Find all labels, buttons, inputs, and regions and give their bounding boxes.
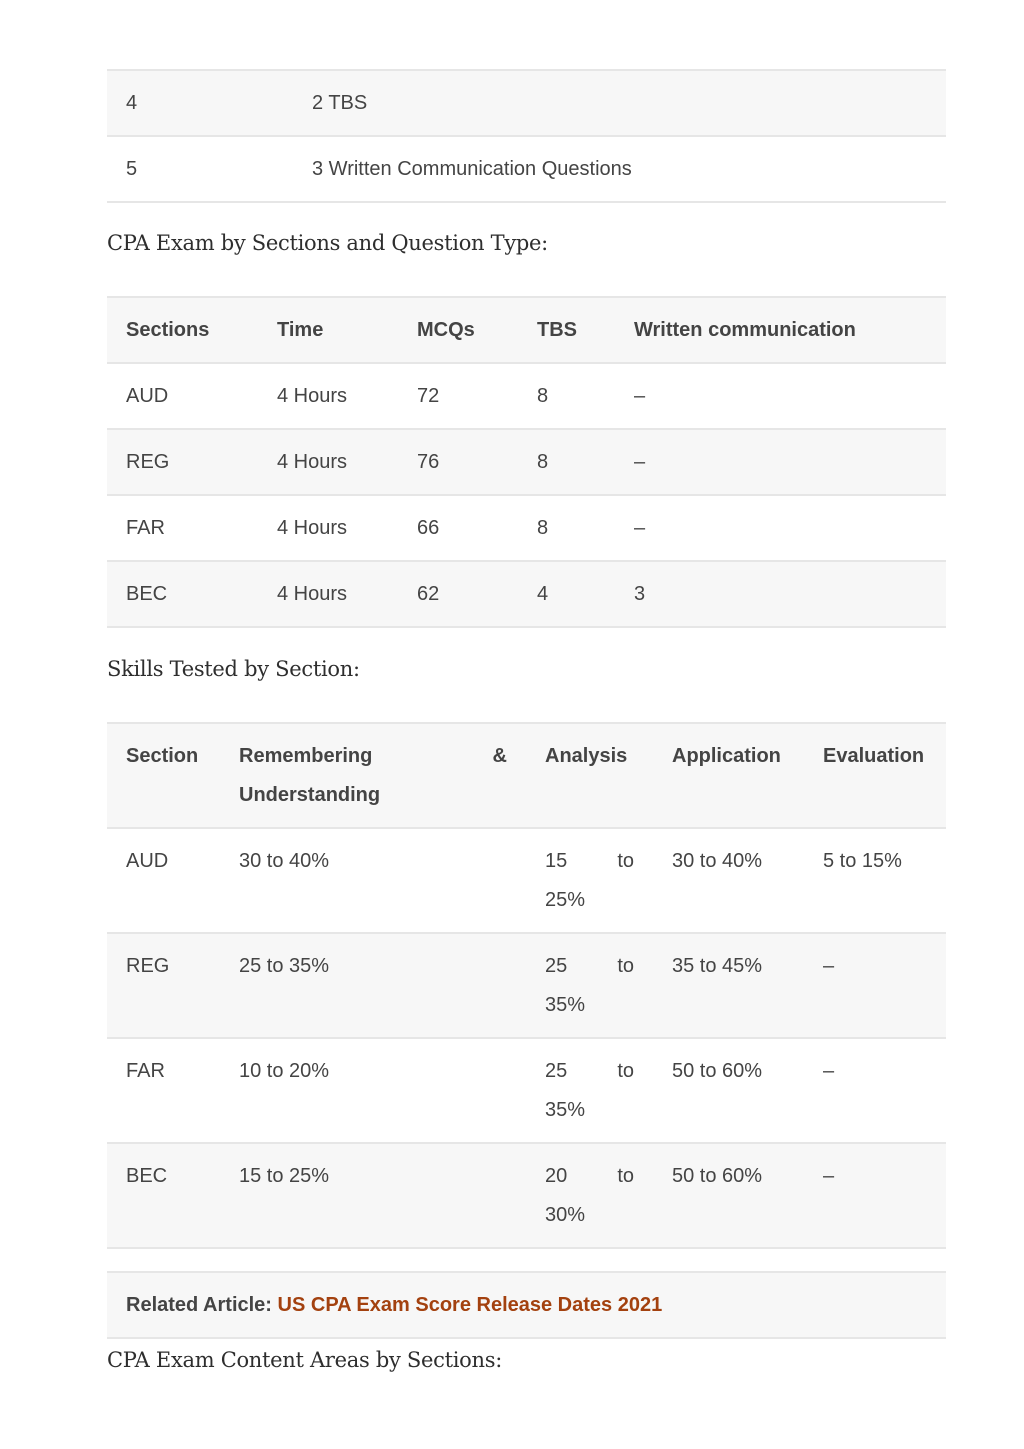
- cell-text: to: [617, 1165, 634, 1187]
- table-cell: 10 to 20%: [220, 1038, 526, 1143]
- table-cell: [526, 828, 653, 933]
- table-row: [107, 136, 946, 202]
- cell-text: to: [617, 955, 634, 977]
- table-cell: 15 to 25%: [220, 1143, 526, 1248]
- table-cell: AUD: [107, 828, 220, 933]
- table-row: [107, 1038, 946, 1143]
- column-header: Evaluation: [804, 723, 946, 828]
- table-cell: 4 Hours: [258, 363, 398, 429]
- table-cell: 5: [107, 136, 293, 202]
- skills-table: [107, 722, 946, 1249]
- table-cell: –: [615, 363, 946, 429]
- cell-text: to: [617, 1060, 634, 1082]
- table-cell: AUD: [107, 363, 258, 429]
- table-cell: 3: [615, 561, 946, 627]
- cell-text: 25: [545, 955, 568, 977]
- cell-text: 25%: [545, 889, 586, 911]
- cell-text: 15: [545, 850, 568, 872]
- table-cell: 50 to 60%: [653, 1038, 804, 1143]
- column-header: Analysis: [526, 723, 653, 828]
- table-row: [107, 70, 946, 136]
- table-row: [107, 495, 946, 561]
- column-header: MCQs: [398, 297, 518, 363]
- skills-heading: Skills Tested by Section:: [107, 657, 360, 681]
- cell-text: 30%: [545, 1204, 586, 1226]
- table-cell: 4: [518, 561, 615, 627]
- header-text: &: [492, 745, 507, 767]
- header-text: Understanding: [239, 784, 381, 806]
- table-cell: 5 to 15%: [804, 828, 946, 933]
- content-areas-heading: CPA Exam Content Areas by Sections:: [107, 1348, 502, 1372]
- table-cell: BEC: [107, 1143, 220, 1248]
- sections-table: [107, 296, 946, 628]
- cell-text: to: [617, 850, 634, 872]
- table-cell: –: [804, 1143, 946, 1248]
- table-row: [107, 933, 946, 1038]
- table-cell: 4 Hours: [258, 429, 398, 495]
- column-header: Written communication: [615, 297, 946, 363]
- table-cell: FAR: [107, 1038, 220, 1143]
- table-cell: –: [615, 429, 946, 495]
- table-cell: 8: [518, 429, 615, 495]
- table-cell: 3 Written Communication Questions: [293, 136, 946, 202]
- table-cell: REG: [107, 933, 220, 1038]
- cell-text: 35%: [545, 1099, 586, 1121]
- table-cell: 76: [398, 429, 518, 495]
- column-header: Sections: [107, 297, 258, 363]
- table-cell: 62: [398, 561, 518, 627]
- table-cell: 4: [107, 70, 293, 136]
- related-article-link[interactable]: US CPA Exam Score Release Dates 2021: [277, 1294, 663, 1316]
- question-structure-table: [107, 69, 946, 203]
- table-cell: 4 Hours: [258, 495, 398, 561]
- table-cell: BEC: [107, 561, 258, 627]
- table-row: [107, 363, 946, 429]
- table-cell: 8: [518, 363, 615, 429]
- table-row: [107, 828, 946, 933]
- table-cell: –: [804, 1038, 946, 1143]
- cell-text: 20: [545, 1165, 568, 1187]
- sections-heading: CPA Exam by Sections and Question Type:: [107, 231, 548, 255]
- table-cell: [526, 1143, 653, 1248]
- table-cell: –: [615, 495, 946, 561]
- table-cell: 50 to 60%: [653, 1143, 804, 1248]
- column-header: TBS: [518, 297, 615, 363]
- cell-text: 25: [545, 1060, 568, 1082]
- table-cell: [526, 933, 653, 1038]
- column-header: [220, 723, 526, 828]
- table-cell: 30 to 40%: [220, 828, 526, 933]
- table-cell: 2 TBS: [293, 70, 946, 136]
- table-header-row: [107, 297, 946, 363]
- table-cell: [526, 1038, 653, 1143]
- header-text: Remembering: [239, 745, 373, 767]
- table-header-row: [107, 723, 946, 828]
- column-header: Time: [258, 297, 398, 363]
- table-cell: –: [804, 933, 946, 1038]
- table-cell: 8: [518, 495, 615, 561]
- table-cell: REG: [107, 429, 258, 495]
- table-cell: 25 to 35%: [220, 933, 526, 1038]
- table-cell: 30 to 40%: [653, 828, 804, 933]
- table-cell: FAR: [107, 495, 258, 561]
- table-row: [107, 1143, 946, 1248]
- cell-text: 35%: [545, 994, 586, 1016]
- related-article-box: [107, 1271, 946, 1339]
- column-header: Application: [653, 723, 804, 828]
- table-row: [107, 561, 946, 627]
- column-header: Section: [107, 723, 220, 828]
- table-cell: 72: [398, 363, 518, 429]
- article-content: [107, 69, 946, 1372]
- table-cell: 66: [398, 495, 518, 561]
- table-cell: 35 to 45%: [653, 933, 804, 1038]
- table-row: [107, 429, 946, 495]
- table-cell: 4 Hours: [258, 561, 398, 627]
- related-article-label: Related Article:: [126, 1294, 272, 1316]
